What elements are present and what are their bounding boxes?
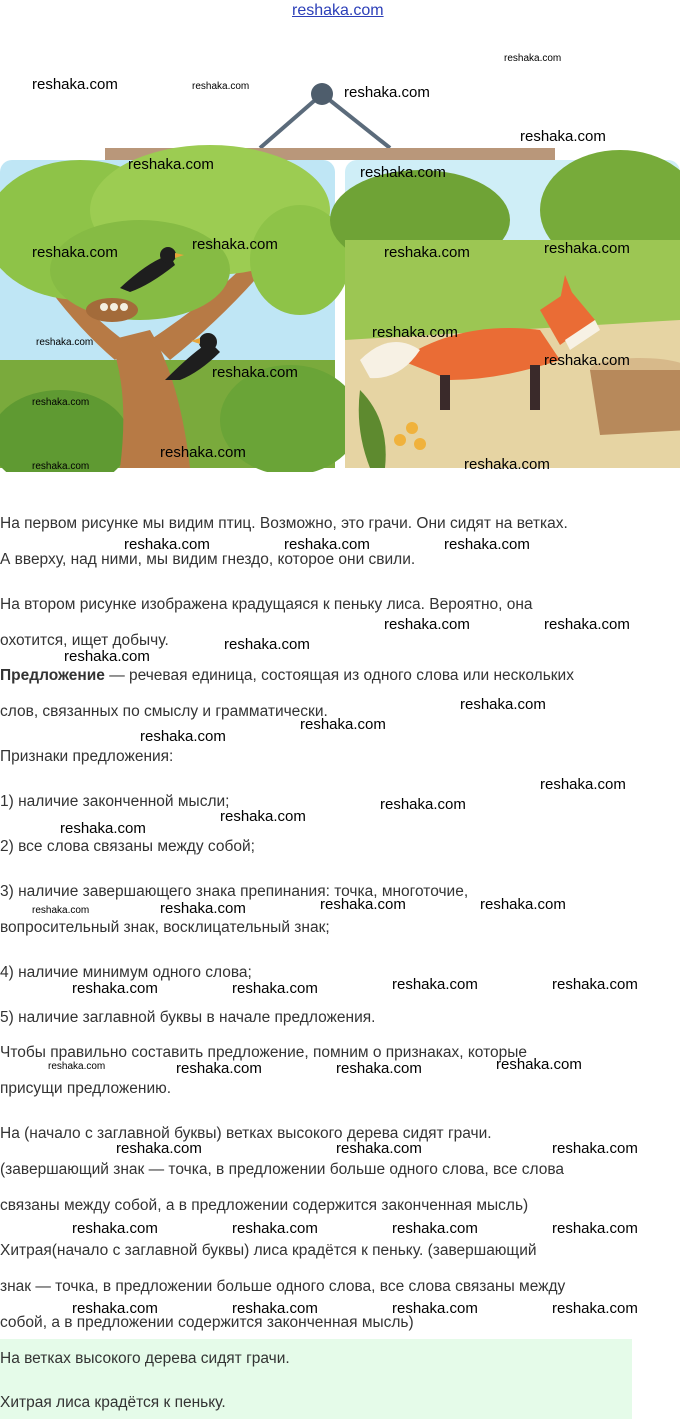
watermark: reshaka.com	[464, 456, 550, 473]
watermark: reshaka.com	[336, 1060, 422, 1077]
watermark: reshaka.com	[72, 1220, 158, 1237]
watermark: reshaka.com	[552, 1140, 638, 1157]
watermark: reshaka.com	[392, 1220, 478, 1237]
watermark: reshaka.com	[36, 337, 94, 348]
watermark: reshaka.com	[504, 53, 562, 64]
example-line: На (начало с заглавной буквы) ветках высокого дерева сидят грачи.	[0, 1125, 492, 1142]
list-item: вопросительный знак, восклицательный знак;	[0, 919, 330, 936]
watermark: reshaka.com	[372, 324, 458, 341]
watermark: reshaka.com	[344, 84, 430, 101]
watermark: reshaka.com	[160, 444, 246, 461]
tree-scene	[0, 145, 360, 472]
paragraph-line: Чтобы правильно составить предложение, помним о признаках, которые	[0, 1044, 527, 1061]
watermark: reshaka.com	[496, 1056, 582, 1073]
watermark: reshaka.com	[212, 364, 298, 381]
paragraph-line: А вверху, над ними, мы видим гнездо, которое они свили.	[0, 551, 416, 568]
watermark: reshaka.com	[60, 820, 146, 837]
watermark: reshaka.com	[544, 616, 630, 633]
list-item: 2) все слова связаны между собой;	[0, 838, 255, 855]
watermark: reshaka.com	[552, 1220, 638, 1237]
watermark: reshaka.com	[116, 1140, 202, 1157]
watermark: reshaka.com	[552, 976, 638, 993]
example-line: собой, а в предложении содержится законченная мысль)	[0, 1314, 414, 1331]
watermark: reshaka.com	[540, 776, 626, 793]
list-item: 5) наличие заглавной буквы в начале предложения.	[0, 1009, 376, 1026]
watermark: reshaka.com	[72, 980, 158, 997]
answer-line: Хитрая лиса крадётся к пеньку.	[0, 1394, 226, 1411]
paragraph-line: слов, связанных по смыслу и грамматически.	[0, 703, 328, 720]
watermark: reshaka.com	[232, 1300, 318, 1317]
definition-line	[0, 666, 680, 686]
watermark: reshaka.com	[72, 1300, 158, 1317]
watermark: reshaka.com	[384, 244, 470, 261]
watermark: reshaka.com	[32, 397, 90, 408]
watermark: reshaka.com	[192, 236, 278, 253]
watermark: reshaka.com	[544, 352, 630, 369]
watermark: reshaka.com	[460, 696, 546, 713]
example-line: знак — точка, в предложении больше одного слова, все слова связаны между	[0, 1278, 566, 1295]
watermark: reshaka.com	[444, 536, 530, 553]
watermark: reshaka.com	[124, 536, 210, 553]
example-line: Хитрая(начало с заглавной буквы) лиса крадётся к пеньку. (завершающий	[0, 1242, 537, 1259]
watermark: reshaka.com	[480, 896, 566, 913]
watermark: reshaka.com	[232, 980, 318, 997]
watermark: reshaka.com	[64, 648, 150, 665]
watermark: reshaka.com	[520, 128, 606, 145]
paragraph-line: На втором рисунке изображена крадущаяся к пеньку лиса. Вероятно, она	[0, 596, 533, 613]
watermark: reshaka.com	[544, 240, 630, 257]
watermark: reshaka.com	[232, 1220, 318, 1237]
watermark: reshaka.com	[192, 81, 250, 92]
watermark: reshaka.com	[360, 164, 446, 181]
paragraph-line: На первом рисунке мы видим птиц. Возможно, это грачи. Они сидят на ветках.	[0, 515, 568, 532]
watermark: reshaka.com	[224, 636, 310, 653]
watermark: reshaka.com	[220, 808, 306, 825]
definition-text: — речевая единица, состоящая из одного слова или нескольких	[104, 667, 574, 684]
list-item: 4) наличие минимум одного слова;	[0, 964, 252, 981]
watermark: reshaka.com	[32, 244, 118, 261]
list-item: 1) наличие законченной мысли;	[0, 793, 230, 810]
paragraph-line: присущи предложению.	[0, 1080, 172, 1097]
watermark: reshaka.com	[392, 1300, 478, 1317]
example-line: (завершающий знак — точка, в предложении больше одного слова, все слова	[0, 1161, 565, 1178]
example-line: связаны между собой, а в предложении содержится законченная мысль)	[0, 1197, 529, 1214]
watermark: reshaka.com	[392, 976, 478, 993]
watermark: reshaka.com	[128, 156, 214, 173]
paragraph-line: охотится, ищет добычу.	[0, 632, 169, 649]
watermark: reshaka.com	[48, 1061, 106, 1072]
watermark: reshaka.com	[140, 728, 226, 745]
watermark: reshaka.com	[552, 1300, 638, 1317]
watermark: reshaka.com	[32, 905, 90, 916]
watermark: reshaka.com	[32, 461, 90, 472]
signs-title: Признаки предложения:	[0, 748, 174, 765]
watermark: reshaka.com	[384, 616, 470, 633]
watermark: reshaka.com	[32, 76, 118, 93]
watermark: reshaka.com	[336, 1140, 422, 1157]
watermark: reshaka.com	[320, 896, 406, 913]
watermark: reshaka.com	[300, 716, 386, 733]
fox-scene	[330, 150, 680, 468]
definition-term: Предложение	[0, 667, 105, 684]
watermark: reshaka.com	[284, 536, 370, 553]
list-item: 3) наличие завершающего знака препинания: точка, многоточие,	[0, 883, 469, 900]
answer-line: На ветках высокого дерева сидят грачи.	[0, 1350, 290, 1367]
watermark: reshaka.com	[176, 1060, 262, 1077]
watermark: reshaka.com	[160, 900, 246, 917]
site-link[interactable]: reshaka.com	[292, 2, 384, 19]
illustration	[0, 60, 680, 472]
watermark: reshaka.com	[380, 796, 466, 813]
